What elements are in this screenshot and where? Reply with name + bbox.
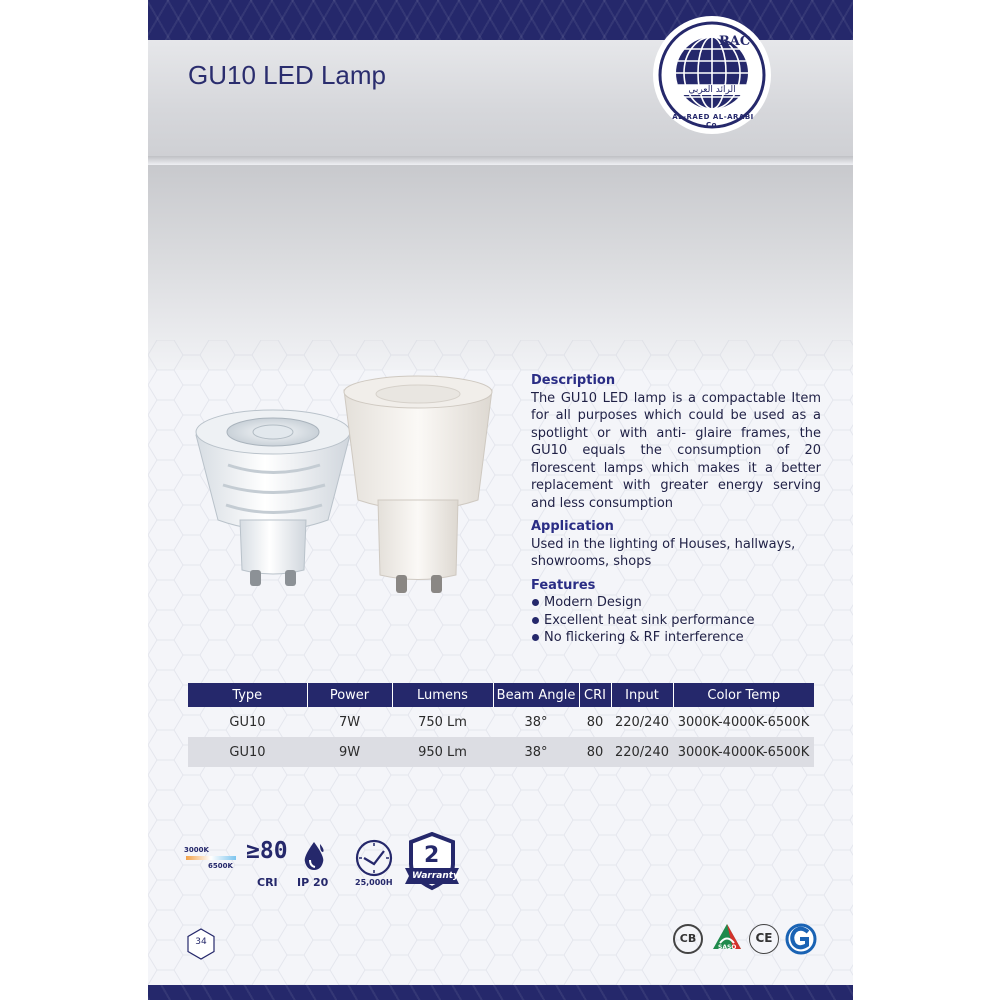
ce-mark-icon	[749, 924, 779, 954]
page-number: 34	[195, 937, 207, 947]
cell-type: GU10	[229, 714, 266, 730]
cell-type: GU10	[188, 737, 307, 767]
bullet-icon	[532, 634, 539, 641]
cell-lumens: 750 Lm	[418, 714, 467, 730]
lamp-ribbed	[196, 410, 350, 586]
cb-mark-label: CB	[679, 932, 697, 945]
cell-cri: 80	[579, 737, 611, 767]
logo-arabic-name: الرائد العربي	[675, 85, 749, 95]
certification-marks	[673, 922, 818, 958]
col-header-power: Power	[307, 683, 392, 707]
bullet-icon	[532, 617, 539, 624]
company-logo	[653, 16, 771, 134]
description-body: The GU10 LED lamp is a compactable Item for all purposes which could be used as a spotlight or with anti- glaire frames, the GU10 equals the consumption of 20 florescent lamps which makes it a better replacement with greater energy serving and less consumption	[531, 390, 821, 511]
cell-lumens: 950 Lm	[392, 737, 493, 767]
specs-header-row	[188, 683, 814, 707]
col-header-input: Input	[611, 683, 673, 707]
cell-beam-angle: 38°	[493, 737, 579, 767]
cell-input: 220/240	[611, 737, 673, 767]
cri-value: ≥80	[246, 838, 288, 864]
saso-mark-label: SASO	[718, 944, 737, 951]
col-header-lumens: Lumens	[392, 683, 493, 707]
cell-power: 9W	[307, 737, 392, 767]
cct-icon	[184, 846, 244, 876]
table-row	[188, 737, 814, 767]
cct-gradient-bar	[186, 856, 236, 860]
col-header-cri: CRI	[579, 683, 611, 707]
warranty-label: Warranty	[412, 871, 459, 881]
cri-label: CRI	[257, 876, 278, 889]
feature-item	[531, 629, 821, 647]
cell-input: 220/240	[614, 714, 669, 730]
page-title: GU10 LED Lamp	[188, 60, 386, 90]
cell-color-temp: 3000K-4000K-6500K	[673, 737, 814, 767]
feature-item	[531, 594, 821, 612]
ce-mark-label: CE	[755, 931, 773, 945]
feature-label: Modern Design	[544, 595, 642, 610]
cell-cri: 80	[586, 714, 604, 730]
feature-label: Excellent heat sink performance	[544, 612, 755, 628]
col-header-color-temp: Color Temp	[673, 683, 814, 707]
cb-mark-icon	[673, 924, 703, 954]
logo-english-name: AL-RAED AL-ARABI Co.	[672, 113, 754, 129]
application-heading: Application	[531, 519, 614, 534]
cct-warm-label: 3000K	[184, 846, 209, 854]
col-header-beam-angle: Beam Angle	[493, 683, 579, 707]
warranty-years: 2	[424, 843, 440, 868]
cell-color-temp: 3000K-4000K-6500K	[677, 714, 810, 730]
cell-power: 7W	[338, 714, 361, 730]
features-heading: Features	[531, 577, 596, 593]
water-drop-icon	[301, 840, 327, 872]
lamp-smooth	[344, 376, 492, 593]
description-heading: Description	[531, 373, 616, 388]
application-body: Used in the lighting of Houses, hallways, showrooms, shops	[531, 536, 796, 569]
product-photo	[188, 370, 508, 610]
bottom-band	[148, 985, 853, 1000]
clock-icon	[353, 839, 395, 877]
feature-label: No flickering & RF interference	[544, 630, 744, 645]
cct-cool-label: 6500K	[208, 862, 233, 870]
feature-icons-row	[184, 836, 484, 896]
page-number-badge	[186, 928, 216, 960]
col-header-type: Type	[188, 683, 307, 707]
ip-rating-label: IP 20	[297, 876, 329, 889]
specs-table	[188, 683, 814, 767]
g-mark-icon	[785, 923, 817, 955]
lifetime-label: 25,000H	[355, 878, 393, 887]
cell-beam-angle: 38°	[524, 714, 548, 730]
text-column	[531, 372, 821, 647]
bullet-icon	[532, 599, 539, 606]
logo-monogram: RAC	[719, 34, 751, 49]
table-row	[188, 707, 814, 737]
feature-item	[531, 612, 821, 630]
catalog-page	[148, 0, 853, 1000]
